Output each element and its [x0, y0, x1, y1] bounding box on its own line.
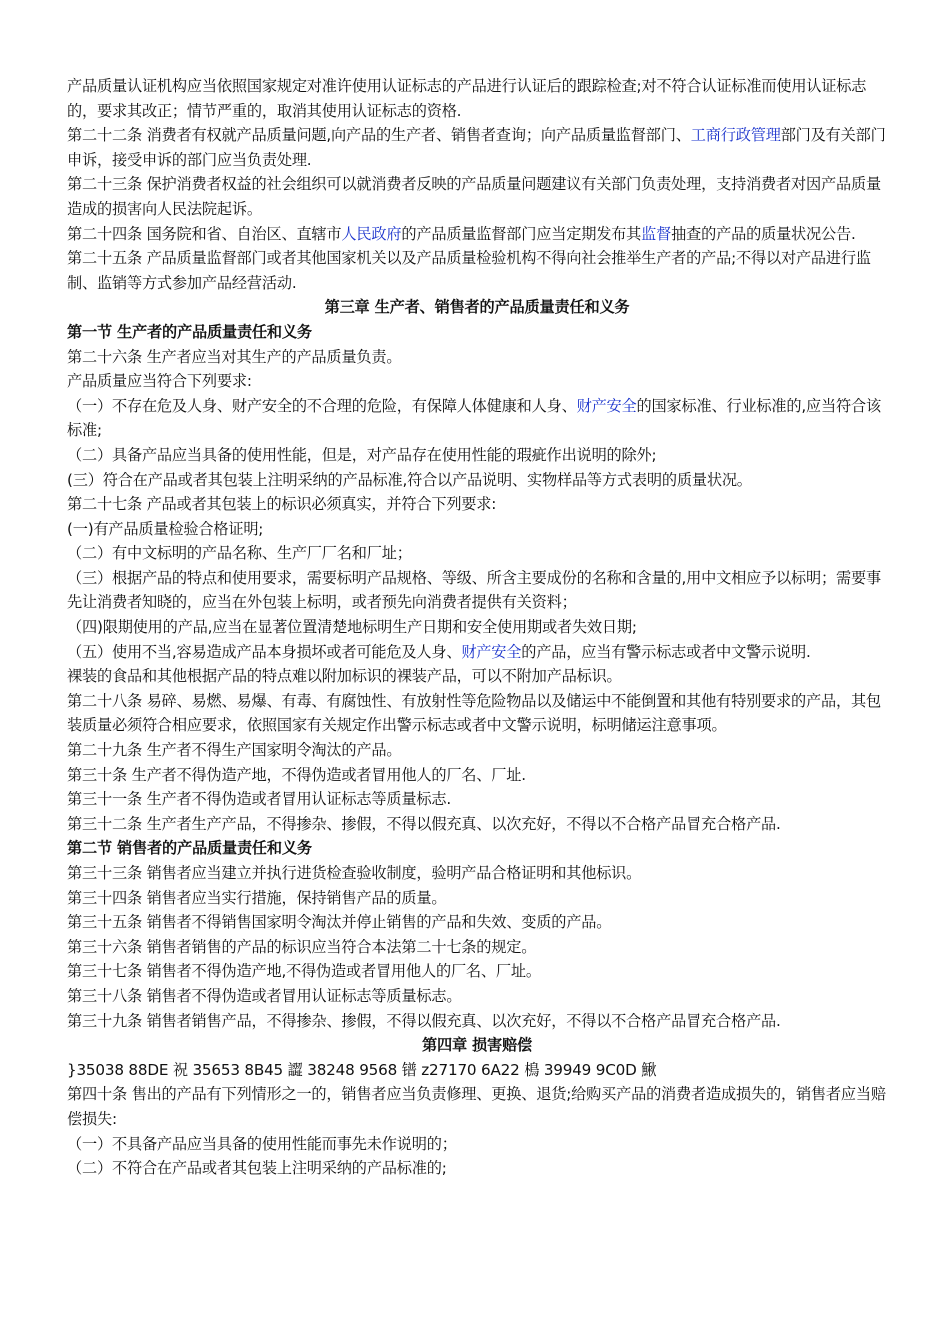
text-run: （二）不符合在产品或者其包装上注明采纳的产品标准的; [67, 1159, 447, 1178]
text-run: （二）有中文标明的产品名称、生产厂厂名和厂址； [67, 544, 412, 563]
text-run: 第三十八条 销售者不得伪造或者冒用认证标志等质量标志。 [67, 986, 462, 1005]
paragraph [67, 1009, 887, 1034]
text-run: 第三十二条 生产者生产产品，不得掺杂、掺假，不得以假充真、以次充好，不得以不合格产品冒充合格产品. [67, 814, 781, 833]
text-run: 第三十条 生产者不得伪造产地，不得伪造或者冒用他人的厂名、厂址. [67, 765, 526, 784]
section-heading [67, 836, 887, 861]
paragraph [67, 984, 887, 1009]
paragraph [67, 787, 887, 812]
paragraph [67, 222, 887, 247]
paragraph [67, 738, 887, 763]
text-run: 产品质量应当符合下列要求: [67, 372, 252, 391]
paragraph [67, 763, 887, 788]
text-run: 第二节 销售者的产品质量责任和义务 [67, 839, 312, 858]
text-run: 第三章 生产者、销售者的产品质量责任和义务 [324, 298, 630, 317]
paragraph [67, 664, 887, 689]
text-run: 第三十三条 销售者应当建立并执行进货检查验收制度，验明产品合格证明和其他标识。 [67, 864, 642, 882]
section-heading [67, 320, 887, 345]
chapter-heading [67, 1033, 887, 1058]
paragraph [67, 689, 887, 738]
paragraph [67, 1132, 887, 1157]
paragraph [67, 74, 887, 123]
text-run: 第二十七条 产品或者其包装上的标识必须真实，并符合下列要求: [67, 495, 497, 514]
hyperlink[interactable]: 人民政府 [341, 224, 402, 243]
paragraph [67, 123, 887, 172]
text-run: （三）根据产品的特点和使用要求，需要标明产品规格、等级、所含主要成份的名称和含量的,用中文相应予以标明；需要事先让消费者知晓的，应当在外包装上标明，或者预先向消费者提供有关资料； [67, 568, 881, 612]
text-run: 的产品，应当有警示标志或者中文警示说明. [521, 642, 811, 661]
paragraph [67, 517, 887, 542]
hyperlink[interactable]: 监督 [641, 224, 672, 243]
text-run: 第三十七条 销售者不得伪造产地,不得伪造或者冒用他人的厂名、厂址。 [67, 962, 541, 981]
text-run: 第二十四条 国务院和省、自治区、直辖市 [67, 224, 342, 243]
text-run: 的国家标准、行业标准的,应当符合该标准; [67, 396, 881, 440]
paragraph [67, 615, 887, 640]
text-run: 的产品质量监督部门应当定期发布其 [401, 224, 642, 243]
paragraph [67, 812, 887, 837]
text-run: 第二十三条 保护消费者权益的社会组织可以就消费者反映的产品质量问题建议有关部门负责处理，支持消费者对因产品质量造成的损害向人民法院起诉。 [67, 175, 881, 218]
document-body [67, 74, 887, 1181]
paragraph [67, 172, 887, 221]
paragraph [67, 959, 887, 984]
text-run: 抽查的产品的质量状况公告. [671, 224, 856, 243]
paragraph [67, 566, 887, 615]
paragraph [67, 345, 887, 370]
paragraph [67, 935, 887, 960]
hyperlink[interactable]: 财产安全 [461, 642, 522, 661]
paragraph [67, 394, 887, 443]
paragraph [67, 541, 887, 566]
text-run: 第三十一条 生产者不得伪造或者冒用认证标志等质量标志. [67, 790, 451, 809]
paragraph [67, 1058, 887, 1083]
paragraph [67, 886, 887, 911]
text-run: 第二十六条 生产者应当对其生产的产品质量负责。 [67, 347, 402, 366]
text-run: （一）不具备产品应当具备的使用性能而事先未作说明的； [67, 1134, 457, 1153]
text-run: 第三十六条 销售者销售的产品的标识应当符合本法第二十七条的规定。 [67, 937, 537, 956]
paragraph [67, 246, 887, 295]
text-run: （一）不存在危及人身、财产安全的不合理的危险，有保障人体健康和人身、 [67, 396, 577, 415]
text-run: 裸装的食品和其他根据产品的特点难以附加标识的裸装产品，可以不附加产品标识。 [67, 667, 622, 686]
text-run: 部门及有关部门申诉，接受申诉的部门应当负责处理. [67, 126, 886, 169]
text-run: 第二十二条 消费者有权就产品质量问题,向产品的生产者、销售者查询；向产品质量监督部门、 [67, 126, 691, 145]
chapter-heading [67, 295, 887, 320]
hyperlink[interactable]: 财产安全 [576, 396, 637, 415]
text-run: 第二十五条 产品质量监督部门或者其他国家机关以及产品质量检验机构不得向社会推举生产者的产品;不得以对产品进行监制、监销等方式参加产品经营活动. [67, 249, 871, 292]
paragraph [67, 492, 887, 517]
paragraph [67, 640, 887, 665]
paragraph [67, 861, 887, 886]
text-run: （二）具备产品应当具备的使用性能，但是，对产品存在使用性能的瑕疵作出说明的除外; [67, 445, 657, 464]
text-run: (三）符合在产品或者其包装上注明采纳的产品标准,符合以产品说明、实物样品等方式表明的质量状况。 [67, 470, 752, 489]
paragraph [67, 369, 887, 394]
text-run: 产品质量认证机构应当依照国家规定对准许使用认证标志的产品进行认证后的跟踪检查;对不符合认证标准而使用认证标志的，要求其改正；情节严重的，取消其使用认证标志的资格. [67, 77, 867, 120]
text-run: 第二十八条 易碎、易燃、易爆、有毒、有腐蚀性、有放射性等危险物品以及储运中不能倒置和其他有特别要求的产品，其包装质量必须符合相应要求，依照国家有关规定作出警示标志或者中文警示说明，标明储运注意事项。 [67, 691, 881, 735]
text-run: 第三十四条 销售者应当实行措施，保持销售产品的质量。 [67, 888, 447, 907]
text-run: （四)限期使用的产品,应当在显著位置清楚地标明生产日期和安全使用期或者失效日期; [67, 618, 637, 637]
paragraph [67, 468, 887, 493]
paragraph [67, 1082, 887, 1131]
paragraph [67, 443, 887, 468]
text-run: (一)有产品质量检验合格证明; [67, 519, 264, 538]
hyperlink[interactable]: 工商行政管理 [690, 126, 781, 145]
text-run: }35038 88DE 祝 35653 8B45 譅 38248 9568 镨 z27170 6A22 樢 39949 9C0D 鰍 [67, 1060, 657, 1079]
paragraph [67, 1156, 887, 1181]
text-run: 第二十九条 生产者不得生产国家明令淘汰的产品。 [67, 741, 402, 760]
text-run: 第四章 损害赔偿 [422, 1036, 532, 1055]
text-run: 第三十五条 销售者不得销售国家明令淘汰并停止销售的产品和失效、变质的产品。 [67, 913, 612, 932]
paragraph [67, 910, 887, 935]
text-run: 第三十九条 销售者销售产品，不得掺杂、掺假，不得以假充真、以次充好，不得以不合格产品冒充合格产品. [67, 1011, 781, 1030]
text-run: （五）使用不当,容易造成产品本身损坏或者可能危及人身、 [67, 642, 462, 661]
text-run: 第四十条 售出的产品有下列情形之一的，销售者应当负责修理、更换、退货;给购买产品的消费者造成损失的，销售者应当赔偿损失: [67, 1085, 886, 1128]
text-run: 第一节 生产者的产品质量责任和义务 [67, 322, 312, 341]
